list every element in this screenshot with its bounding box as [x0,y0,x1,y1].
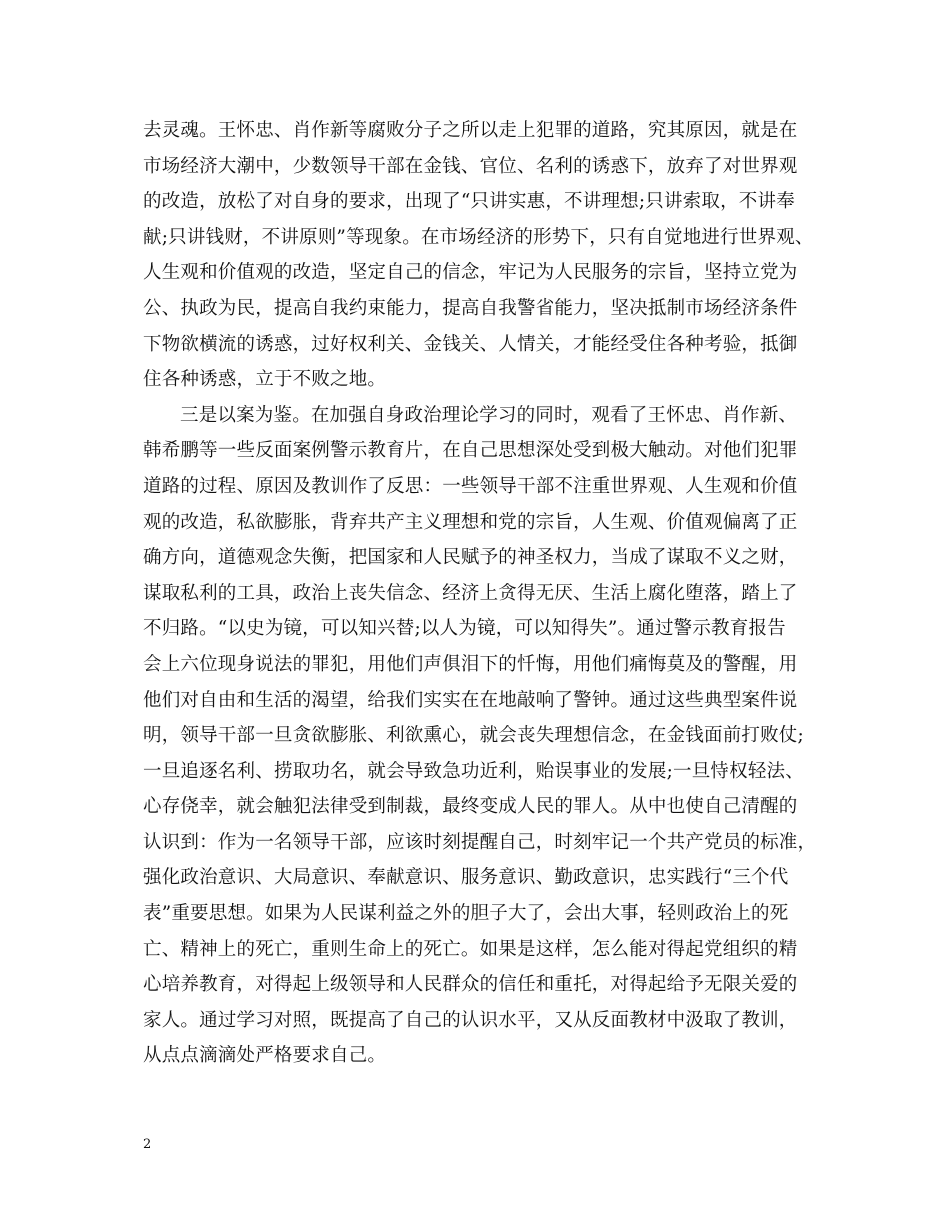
text-line: 人生观和价值观的改造，坚定自己的信念，牢记为人民服务的宗旨，坚持立党为 [143,262,798,284]
text-line: 亡、精神上的死亡，重则生命上的死亡。如果是这样，怎么能对得起党组织的精 [143,938,798,960]
text-line: 市场经济大潮中，少数领导干部在金钱、官位、名利的诱惑下，放弃了对世界观 [143,155,798,177]
text-line: 公、执政为民，提高自我约束能力，提高自我警省能力，坚决抵制市场经济条件 [143,297,798,319]
text-line: 明，领导干部一旦贪欲膨胀、利欲熏心，就会丧失理想信念，在金钱面前打败仗; [143,725,804,747]
paragraph-first-line: 三是以案为鉴。在加强自身政治理论学习的同时，观看了王怀忠、肖作新、 [180,404,798,426]
text-line: 下物欲横流的诱惑，过好权利关、金钱关、人情关，才能经受住各种考验，抵御 [143,333,798,355]
text-line: 会上六位现身说法的罪犯，用他们声俱泪下的忏悔，用他们痛悔莫及的警醒，用 [143,653,798,675]
text-line: 心培养教育，对得起上级领导和人民群众的信任和重托，对得起给予无限关爱的 [143,974,798,996]
text-line: 他们对自由和生活的渴望，给我们实实在在地敲响了警钟。通过这些典型案件说 [143,689,798,711]
body-text [143,113,823,1074]
page-number: 2 [143,1137,152,1152]
text-line: 观的改造，私欲膨胀，背弃共产主义理想和党的宗旨，人生观、价值观偏离了正 [143,511,798,533]
text-line: 不归路。“以史为镜，可以知兴替;以人为镜，可以知得失”。通过警示教育报告 [143,618,786,640]
text-line: 表”重要思想。如果为人民谋利益之外的胆子大了，会出大事，轻则政治上的死 [143,903,789,925]
text-line: 从点点滴滴处严格要求自己。 [143,1045,387,1067]
text-line: 韩希鹏等一些反面案例警示教育片，在自己思想深处受到极大触动。对他们犯罪 [143,440,798,462]
text-line: 认识到：作为一名领导干部，应该时刻提醒自己，时刻牢记一个共产党员的标准， [143,831,817,853]
text-line: 谋取私利的工具，政治上丧失信念、经济上贪得无厌、生活上腐化堕落，踏上了 [143,582,798,604]
text-line: 确方向，道德观念失衡，把国家和人民赋予的神圣权力，当成了谋取不义之财， [143,547,798,569]
text-line: 家人。通过学习对照，既提高了自己的认识水平，又从反面教材中汲取了教训， [143,1009,798,1031]
text-line: 强化政治意识、大局意识、奉献意识、服务意识、勤政意识，忠实践行“三个代 [143,867,789,889]
text-line: 住各种诱惑，立于不败之地。 [143,369,387,391]
text-line: 一旦追逐名利、捞取功名，就会导致急功近利，贻误事业的发展;一旦恃权轻法、 [143,760,804,782]
text-line: 献;只讲钱财，不讲原则”等现象。在市场经济的形势下，只有自觉地进行世界观、 [143,226,814,248]
text-line: 的改造，放松了对自身的要求，出现了“只讲实惠，不讲理想;只讲索取，不讲奉 [143,191,795,213]
text-line: 道路的过程、原因及教训作了反思：一些领导干部不注重世界观、人生观和价值 [143,475,798,497]
text-line: 心存侥幸，就会触犯法律受到制裁，最终变成人民的罪人。从中也使自己清醒的 [143,796,798,818]
text-line: 去灵魂。王怀忠、肖作新等腐败分子之所以走上犯罪的道路，究其原因，就是在 [143,120,798,141]
